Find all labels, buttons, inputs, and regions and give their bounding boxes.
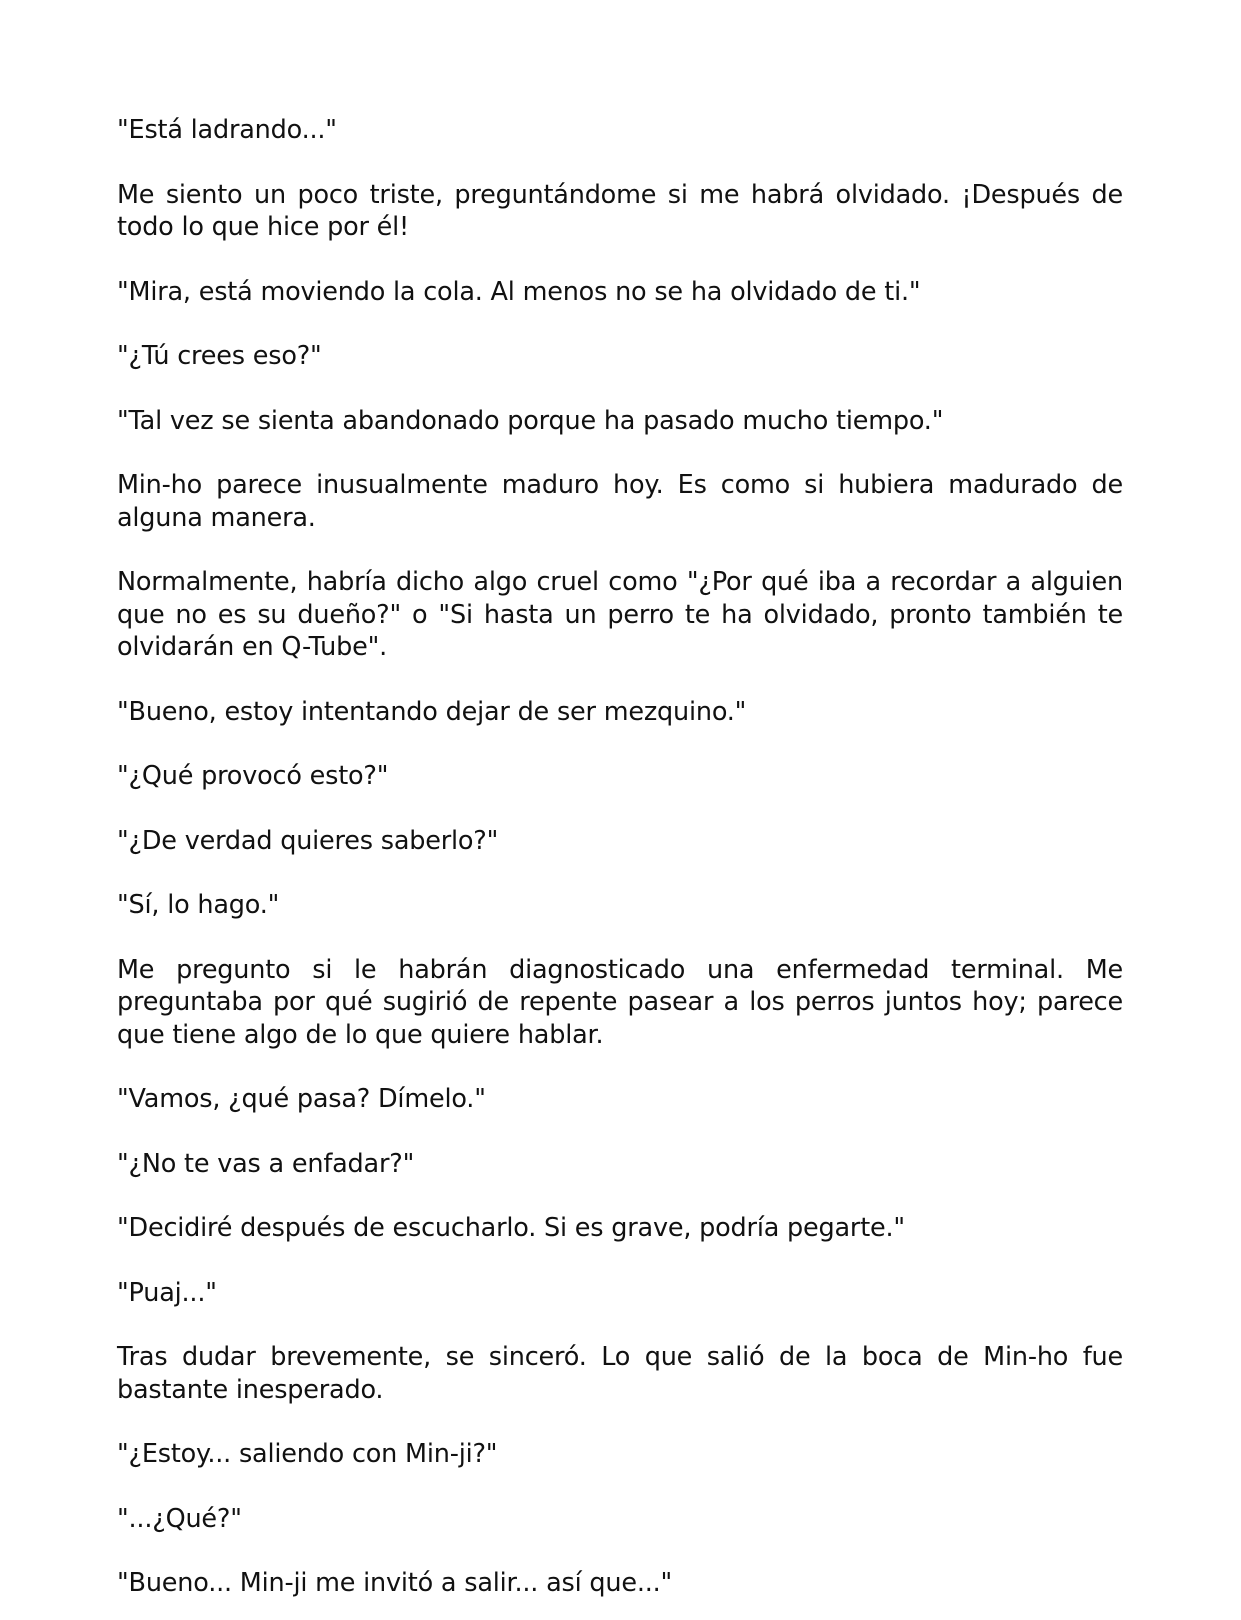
paragraph: "Bueno... Min-ji me invitó a salir... así que..." [117,1568,673,1598]
paragraph: "Bueno, estoy intentando dejar de ser mezquino." [117,696,747,727]
paragraph: Tras dudar brevemente, se sinceró. Lo que salió de la boca de Min-ho fue bastante inesperado. [117,1342,1123,1405]
paragraph: "¿De verdad quieres saberlo?" [117,825,499,856]
document-body [117,114,1123,1620]
paragraph: Me siento un poco triste, preguntándome si me habrá olvidado. ¡Después de todo lo que hice por él! [117,179,1123,242]
paragraph: "Mira, está moviendo la cola. Al menos no se ha olvidado de ti." [117,276,921,307]
paragraph: Normalmente, habría dicho algo cruel como "¿Por qué iba a recordar a alguien que no es su dueño?" o "Si hasta un perro te ha olvidado, pronto también te olvidarán en Q-Tube". [117,567,1123,662]
paragraph: "¿Qué provocó esto?" [117,761,389,791]
paragraph: "¿No te vas a enfadar?" [117,1148,415,1179]
paragraph: "Decidiré después de escucharlo. Si es grave, podría pegarte." [117,1213,905,1243]
paragraph: Me pregunto si le habrán diagnosticado una enfermedad terminal. Me preguntaba por qué sugirió de repente pasear a los perros juntos hoy; parece que tiene algo de lo que quiere hablar. [117,954,1123,1050]
paragraph: "Puaj..." [117,1277,217,1308]
paragraph: "¿Tú crees eso?" [117,341,322,371]
paragraph: "Sí, lo hago." [117,890,280,920]
paragraph: Min-ho parece inusualmente maduro hoy. Es como si hubiera madurado de alguna manera. [117,470,1123,533]
paragraph: "...¿Qué?" [117,1503,242,1534]
paragraph: "¿Estoy... saliendo con Min-ji?" [117,1439,498,1469]
paragraph: "Tal vez se sienta abandonado porque ha pasado mucho tiempo." [117,405,944,436]
paragraph: "Está ladrando..." [117,115,337,145]
paragraph: "Vamos, ¿qué pasa? Dímelo." [117,1084,486,1114]
